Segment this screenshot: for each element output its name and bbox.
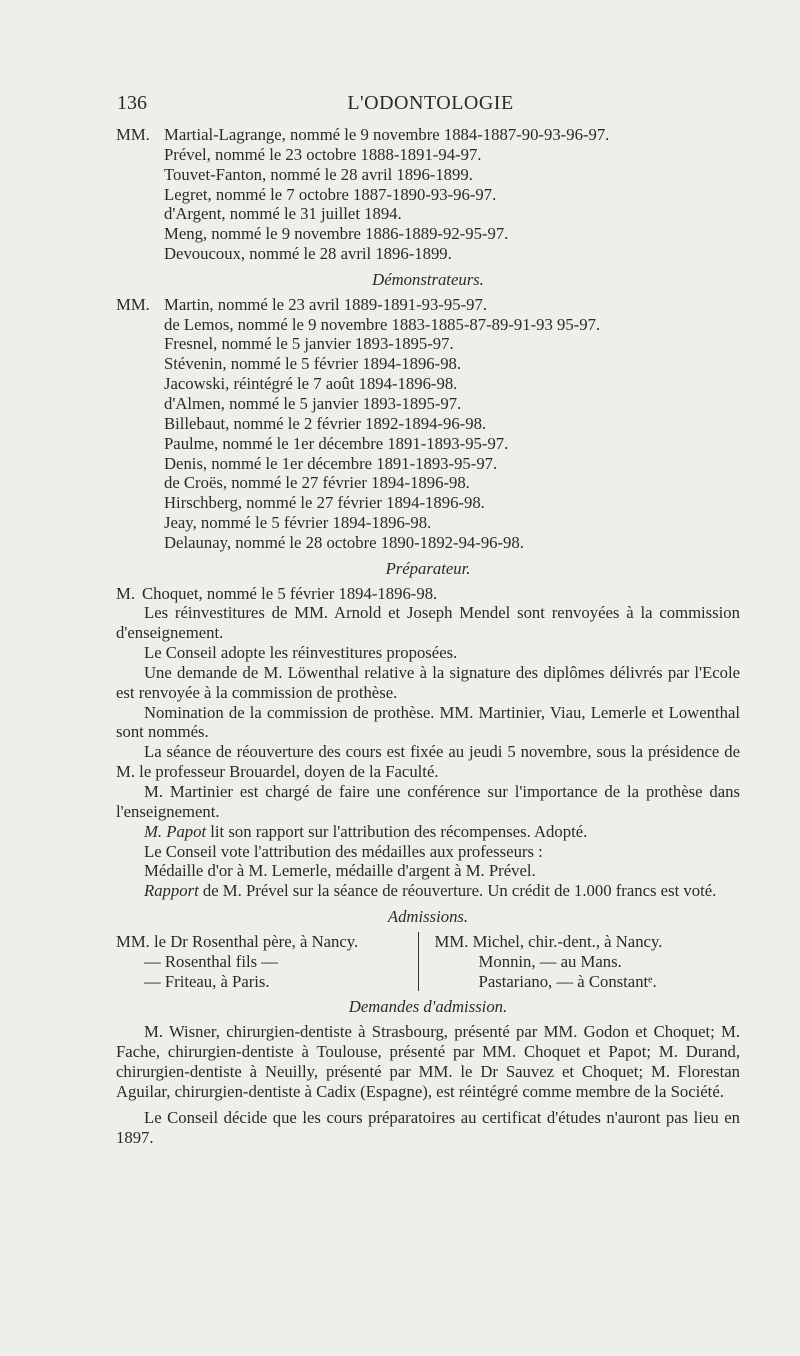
list-item: — Friteau, à Paris.	[144, 971, 270, 991]
list-item: MM. Martial-Lagrange, nommé le 9 novembre 1884-1887-90-93-96-97.	[116, 125, 610, 144]
list-item: Stévenin, nommé le 5 février 1894-1896-98.	[164, 354, 462, 374]
list-item: Touvet-Fanton, nommé le 28 avril 1896-1899.	[164, 164, 473, 184]
list-item: Legret, nommé le 7 octobre 1887-1890-93-96-97.	[164, 184, 497, 204]
admission-requests	[116, 1022, 740, 1147]
list-item: Jeay, nommé le 5 février 1894-1896-98.	[164, 513, 432, 533]
list-item: Devoucoux, nommé le 28 avril 1896-1899.	[164, 244, 452, 264]
list-item: d'Argent, nommé le 31 juillet 1894.	[164, 204, 402, 224]
list-item: MM. le Dr Rosenthal père, à Nancy.	[116, 931, 359, 951]
section-heading: Préparateur.	[385, 558, 471, 578]
list-item: Fresnel, nommé le 5 janvier 1893-1895-97.	[164, 334, 454, 354]
list-prefix: M.	[116, 583, 136, 603]
paragraph: M. Papot lit son rapport sur l'attribution des récompenses. Adopté.	[144, 821, 588, 841]
section-heading: Démonstrateurs.	[372, 269, 484, 289]
list-item: Hirschberg, nommé le 27 février 1894-1896-98.	[164, 493, 485, 513]
list-item: de Croës, nommé le 27 février 1894-1896-98.	[164, 473, 470, 493]
journal-title: L'ODONTOLOGIE	[347, 92, 514, 114]
paragraph: Une demande de M. Löwenthal relative à la signature des diplômes délivrés par l'Ecole est renvoyée à la commission de prothèse.	[116, 662, 740, 702]
paragraph: Médaille d'or à M. Lemerle, médaille d'argent à M. Prével.	[144, 861, 536, 881]
list-item: Meng, nommé le 9 novembre 1886-1889-92-95-97.	[164, 224, 509, 244]
paragraph: Le Conseil décide que les cours préparatoires au certificat d'études n'auront pas lieu en 1897.	[116, 1107, 740, 1147]
section-heading: Admissions.	[387, 907, 469, 927]
list-item: Pastariano, — à Constantᵉ.	[478, 971, 657, 991]
list-item: Delaunay, nommé le 28 octobre 1890-1892-94-96-98.	[164, 532, 524, 552]
list-item: Paulme, nommé le 1er décembre 1891-1893-95-97.	[164, 433, 509, 453]
paragraph: Le Conseil vote l'attribution des médailles aux professeurs :	[144, 841, 543, 861]
list-item: Billebaut, nommé le 2 février 1892-1894-96-98.	[164, 413, 487, 433]
list-item: MM. Michel, chir.-dent., à Nancy.	[434, 931, 663, 951]
list-item: MM. Martin, nommé le 23 avril 1889-1891-93-95-97.	[116, 294, 488, 314]
paragraph: Le Conseil adopte les réinvestitures proposées.	[144, 643, 458, 663]
list-item: M. Choquet, nommé le 5 février 1894-1896-98.	[116, 583, 438, 603]
list-item: Monnin, — au Mans.	[478, 951, 622, 971]
list-item: Jacowski, réintégré le 7 août 1894-1896-98.	[164, 374, 458, 394]
admissions-right-column	[418, 932, 740, 992]
list-prefix: MM.	[116, 125, 150, 144]
paragraph: M. Martinier est chargé de faire une conférence sur l'importance de la prothèse dans l'enseignement.	[116, 782, 740, 821]
paragraph: Les réinvestitures de MM. Arnold et Joseph Mendel sont renvoyées à la commission d'enseignement.	[116, 603, 740, 643]
list-item: Prével, nommé le 23 octobre 1888-1891-94-97.	[164, 144, 482, 164]
page-header	[117, 92, 714, 116]
list-prefix: MM.	[116, 294, 150, 314]
paragraph: Nomination de la commission de prothèse. MM. Martinier, Viau, Lemerle et Lowenthal sont nommés.	[116, 702, 740, 742]
page-body	[116, 125, 740, 1147]
list-item: de Lemos, nommé le 9 novembre 1883-1885-87-89-91-93 95-97.	[164, 314, 601, 334]
page-number: 136	[117, 92, 147, 114]
list-item: — Rosenthal fils —	[144, 951, 278, 971]
paragraph: M. Wisner, chirurgien-dentiste à Strasbourg, présenté par MM. Godon et Choquet; M. Fache, chirurgien-dentiste à Toulouse, présenté par MM. Choquet et Papot; M. Durand, chirurgien-dentiste à Neuilly, présenté par MM. le Dr Sauvez et Choquet; M. Florestan Aguilar, chirurgien-dentiste à Cadix (Espagne), est réintégré comme membre de la Société.	[116, 1022, 740, 1101]
paragraph: Rapport de M. Prével sur la séance de réouverture. Un crédit de 1.000 francs est voté.	[144, 881, 717, 901]
admissions-table	[116, 932, 740, 992]
rapport-label: Rapport	[144, 881, 199, 901]
paragraph: La séance de réouverture des cours est fixée au jeudi 5 novembre, sous la présidence de M. le professeur Brouardel, doyen de la Faculté.	[116, 742, 740, 782]
minutes-text	[116, 603, 740, 901]
speaker-name: M. Papot	[144, 821, 207, 841]
admissions-left-column	[116, 932, 418, 992]
list-item: Denis, nommé le 1er décembre 1891-1893-95-97.	[164, 453, 498, 473]
list-item: d'Almen, nommé le 5 janvier 1893-1895-97.	[164, 393, 462, 413]
section-heading: Demandes d'admission.	[348, 997, 508, 1017]
